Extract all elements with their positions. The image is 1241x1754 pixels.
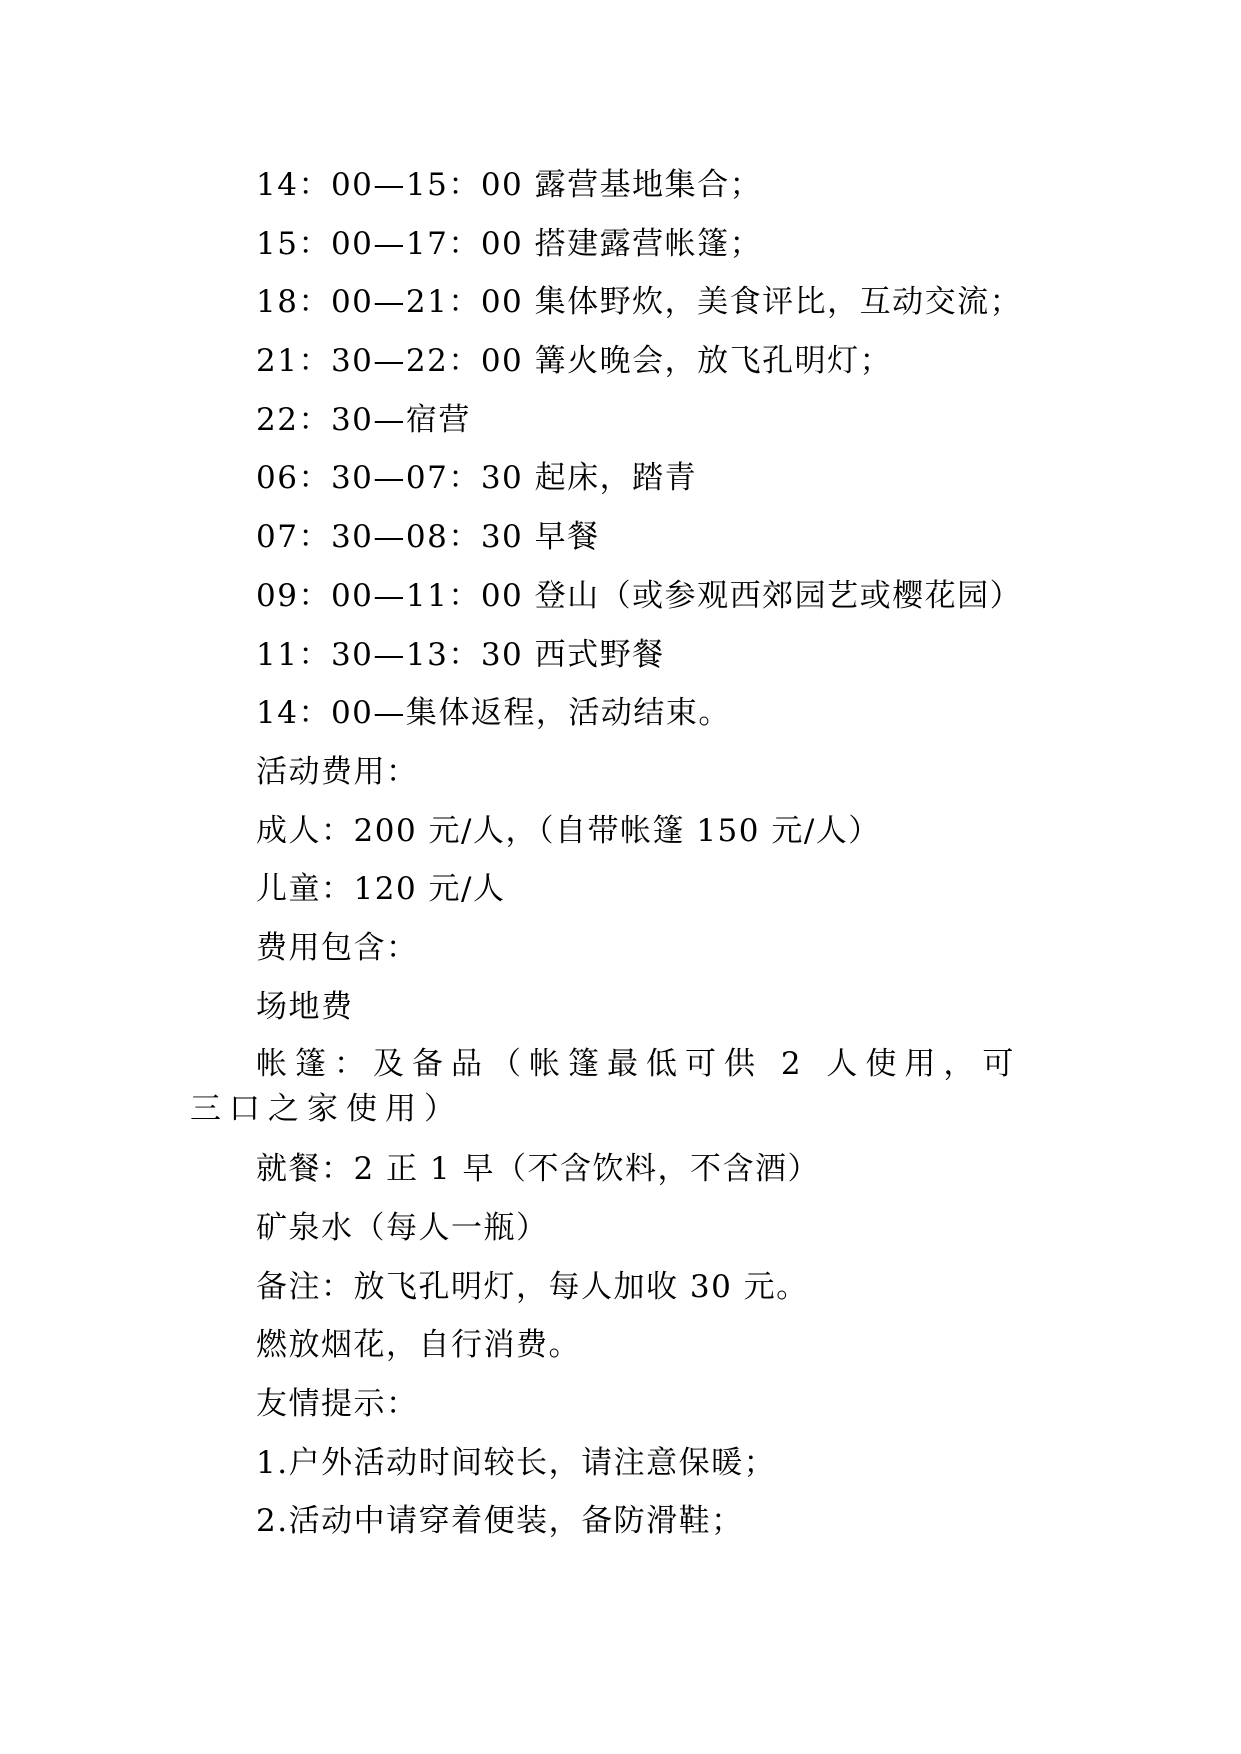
schedule-line: 15：00—17：00 搭建露营帐篷；: [256, 225, 763, 262]
schedule-line: 18：00—21：00 集体野炊，美食评比，互动交流；: [256, 284, 1023, 321]
schedule-line: 09：00—11：00 登山（或参观西郊园艺或樱花园）: [256, 577, 1023, 614]
schedule-line: 14：00—集体返程，活动结束。: [256, 695, 731, 732]
includes-line-meals: 就餐：2 正 1 早（不含饮料，不含酒）: [256, 1151, 821, 1188]
document-body: [190, 156, 1055, 1551]
schedule-line: 22：30—宿营: [256, 401, 471, 438]
note-line: 备注：放飞孔明灯，每人加收 30 元。: [256, 1268, 809, 1305]
section-heading-tips: 友情提示：: [256, 1386, 419, 1423]
includes-line-water: 矿泉水（每人一瓶）: [256, 1210, 549, 1246]
tip-line: 1.户外活动时间较长，请注意保暖；: [256, 1444, 777, 1481]
schedule-line: 21：30—22：00 篝火晚会，放飞孔明灯；: [256, 343, 893, 380]
includes-line: 场地费: [256, 988, 354, 1025]
fee-line-adult: 成人：200 元/人，（自带帐篷 150 元/人）: [256, 812, 881, 849]
schedule-line: 14：00—15：00 露营基地集合；: [256, 167, 763, 203]
schedule-line: 11：30—13：30 西式野餐: [256, 636, 665, 673]
section-heading-fees: 活动费用：: [256, 753, 419, 790]
schedule-line: 07：30—08：30 早餐: [256, 519, 600, 556]
tip-line: 2.活动中请穿着便装，备防滑鞋；: [256, 1503, 744, 1540]
includes-line-tent: 帐篷：及备品（帐篷最低可供 2 人使用，可三口之家使用）: [190, 1046, 1022, 1128]
fee-line-child: 儿童：120 元/人: [256, 871, 506, 908]
section-heading-includes: 费用包含：: [256, 929, 419, 966]
note-line: 燃放烟花，自行消费。: [256, 1327, 581, 1364]
schedule-line: 06：30—07：30 起床，踏青: [256, 460, 698, 497]
